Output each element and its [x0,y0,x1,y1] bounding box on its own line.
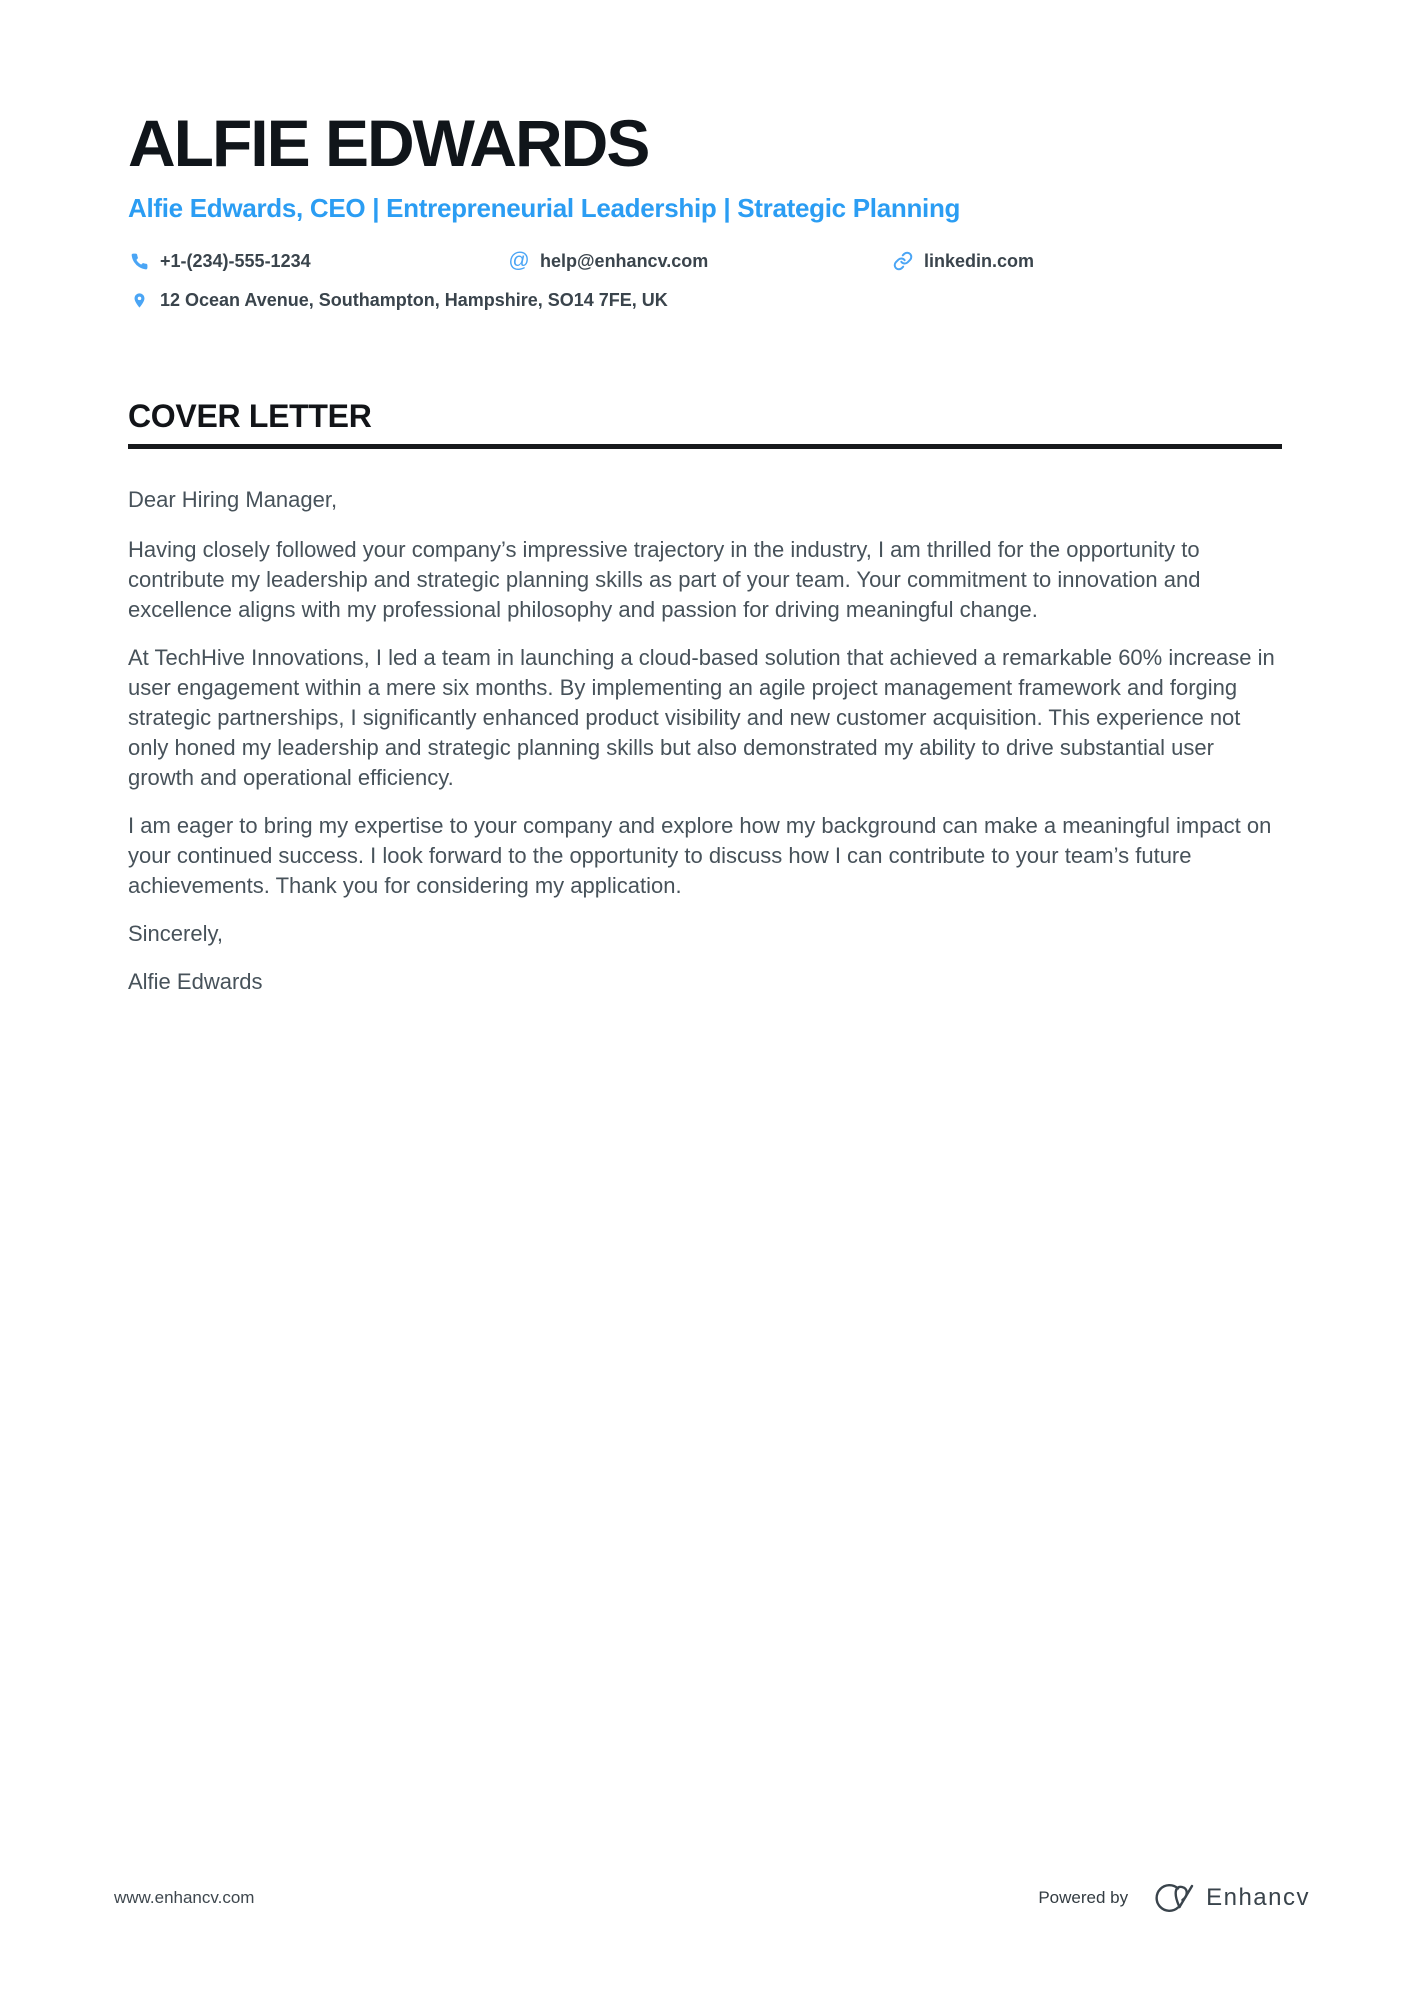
powered-by-group [1038,1880,1310,1916]
linkedin-contact [892,248,1282,274]
phone-contact [128,248,508,274]
powered-by-label: Powered by [1038,1888,1129,1907]
enhancv-wordmark: Enhancv [1206,1884,1310,1911]
letter-paragraph: I am eager to bring my expertise to your company and explore how my background can make a meaningful impact on your continued success. I look forward to the opportunity to discuss how I can contribute to your team’s future achievements. Thank you for considering my application. [128,813,1272,898]
linkedin-url[interactable]: linkedin.com [924,251,1035,271]
address-row [128,287,1282,313]
page-title: ALFIE EDWARDS [128,106,649,180]
letter-body [128,485,1282,997]
site-link[interactable]: www.enhancv.com [114,1888,255,1907]
address-text: 12 Ocean Avenue, Southampton, Hampshire, SO14 7FE, UK [160,290,668,310]
link-icon [892,251,914,271]
phone-icon [128,252,150,271]
contact-row [128,248,1282,274]
letter-paragraph: At TechHive Innovations, I led a team in launching a cloud-based solution that achieved a remarkable 60% increase in user engagement within a mere six months. By implementing an agile project management framework and forging strategic partnerships, I significantly enhanced product visibility and new customer acquisition. This experience not only honed my leadership and strategic planning skills but also demonstrated my ability to drive substantial user growth and operational efficiency. [128,645,1275,790]
at-icon: @ [508,249,530,272]
headline: Alfie Edwards, CEO | Entrepreneurial Leadership | Strategic Planning [128,193,961,223]
enhancv-brand-link[interactable] [1144,1880,1310,1916]
page-footer [114,1876,1310,1920]
enhancv-logo-icon [1144,1880,1196,1916]
email-contact [508,248,892,274]
email-address[interactable]: help@enhancv.com [540,251,709,271]
signature: Alfie Edwards [128,969,263,994]
phone-number: +1-(234)-555-1234 [160,251,311,271]
letter-paragraph: Having closely followed your company’s impressive trajectory in the industry, I am thrilled for the opportunity to contribute my leadership and strategic planning skills as part of your team. Your commitment to innovation and excellence aligns with my professional philosophy and passion for driving meaningful change. [128,537,1201,622]
location-icon [128,290,150,311]
closing: Sincerely, [128,921,223,946]
section-heading: COVER LETTER [128,397,1282,449]
salutation: Dear Hiring Manager, [128,487,338,512]
